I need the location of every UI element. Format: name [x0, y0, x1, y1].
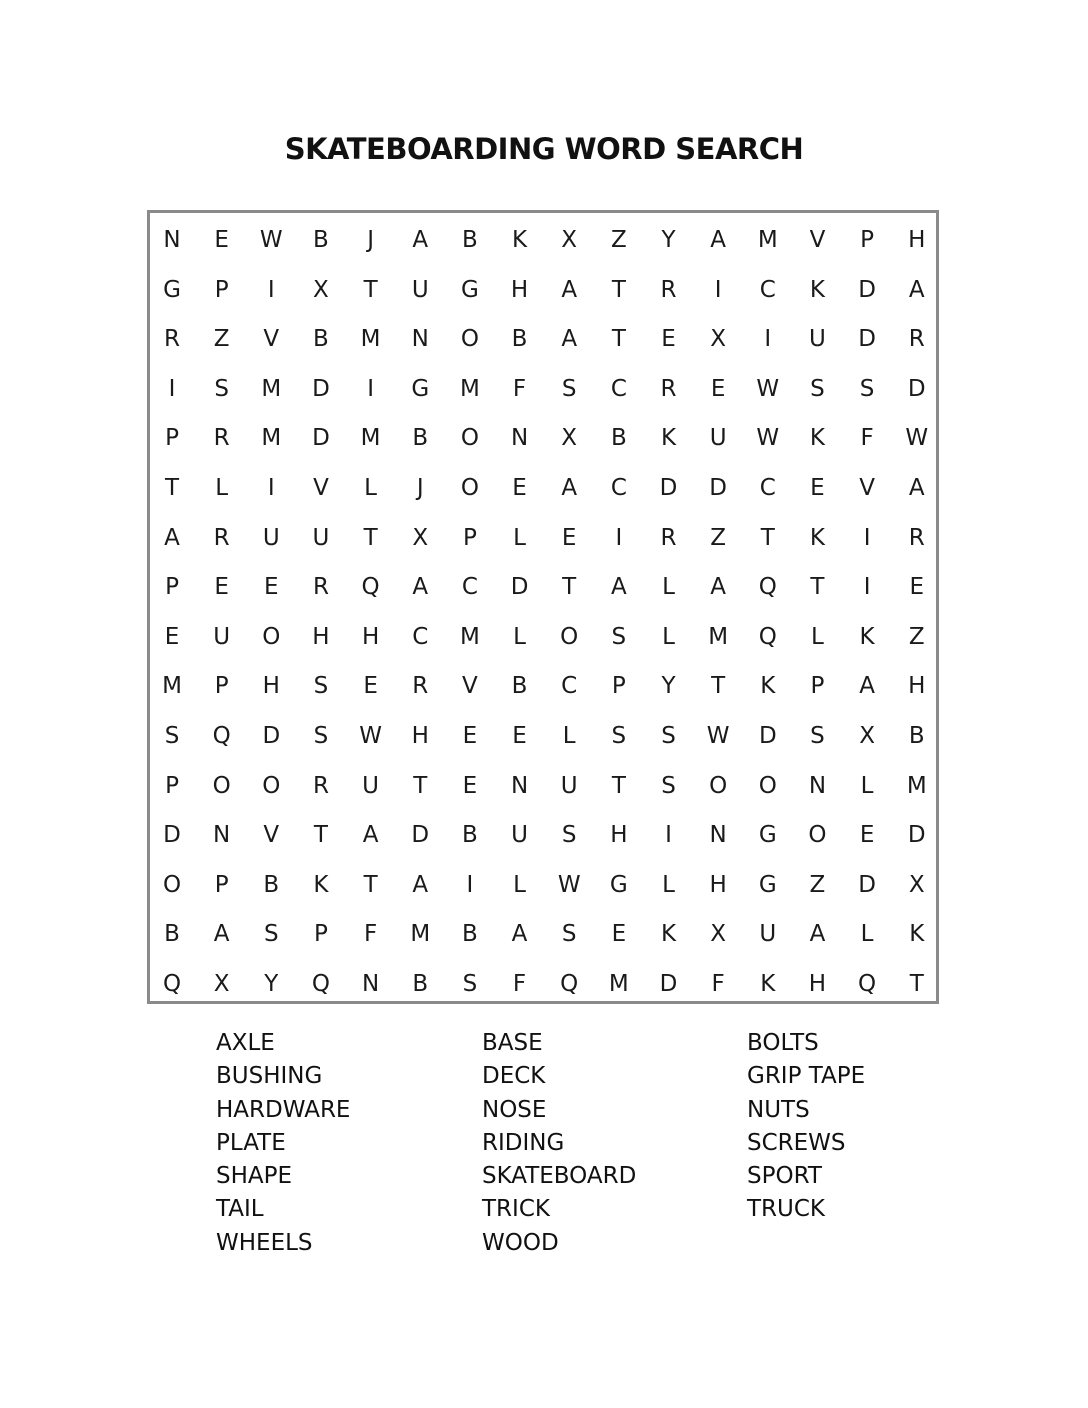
grid-letter[interactable]: S [561, 375, 577, 402]
grid-letter[interactable]: W [557, 871, 581, 898]
grid-letter[interactable]: S [611, 723, 627, 749]
grid-letter[interactable]: T [611, 276, 626, 303]
grid-letter[interactable]: T [909, 971, 924, 997]
grid-letter[interactable]: S [313, 723, 329, 749]
grid-row [150, 562, 936, 612]
grid-letter[interactable]: M [261, 375, 282, 402]
grid-letter[interactable]: G [411, 375, 430, 402]
grid-letter[interactable]: I [665, 822, 672, 849]
grid-letter[interactable]: D [709, 475, 727, 501]
grid-letter[interactable]: X [561, 425, 578, 452]
grid-letter[interactable]: X [859, 723, 875, 749]
word-list-item: NOSE [482, 1096, 547, 1123]
grid-letter[interactable]: F [512, 375, 527, 402]
grid-letter[interactable]: A [561, 326, 578, 353]
grid-letter[interactable]: C [759, 475, 776, 501]
grid-letter[interactable]: N [510, 772, 529, 799]
grid-letter[interactable]: P [810, 673, 825, 700]
grid-letter[interactable]: V [809, 227, 826, 253]
grid-letter[interactable]: D [858, 871, 876, 898]
grid-letter[interactable]: A [561, 276, 578, 303]
grid-letter[interactable]: N [213, 822, 231, 849]
grid-letter[interactable]: S [164, 723, 180, 749]
grid-letter[interactable]: U [312, 524, 330, 551]
grid-letter[interactable]: R [412, 673, 429, 700]
grid-letter[interactable]: C [461, 574, 478, 601]
grid-letter[interactable]: Q [560, 971, 579, 997]
grid-letter[interactable]: H [808, 971, 827, 997]
grid-letter[interactable]: T [760, 524, 775, 551]
grid-letter[interactable]: N [411, 326, 429, 353]
grid-letter[interactable]: N [361, 971, 380, 997]
grid-letter[interactable]: U [213, 623, 231, 650]
grid-letter[interactable]: X [710, 326, 727, 353]
grid-letter[interactable]: P [165, 574, 179, 601]
grid-letter[interactable]: A [809, 921, 826, 948]
grid-letter[interactable]: S [859, 375, 875, 402]
grid-letter[interactable]: T [363, 871, 378, 898]
grid-letter[interactable]: S [214, 375, 229, 402]
grid-letter[interactable]: M [459, 375, 480, 402]
grid-letter[interactable]: C [561, 673, 578, 700]
grid-letter[interactable]: D [858, 326, 876, 353]
grid-letter[interactable]: H [312, 623, 330, 650]
grid-letter[interactable]: K [512, 227, 528, 253]
grid-letter[interactable]: A [362, 822, 379, 849]
grid-letter[interactable]: M [459, 623, 480, 650]
grid-letter[interactable]: E [859, 822, 875, 849]
grid-letter[interactable]: B [462, 227, 478, 253]
grid-letter[interactable]: F [512, 971, 527, 997]
grid-letter[interactable]: Q [311, 971, 330, 997]
grid-letter[interactable]: O [460, 425, 479, 452]
grid-row [150, 711, 936, 761]
grid-letter[interactable]: P [860, 227, 875, 253]
grid-letter[interactable]: K [760, 971, 776, 997]
word-list-item: DECK [482, 1063, 546, 1090]
grid-letter[interactable]: L [513, 871, 526, 898]
grid-letter[interactable]: M [410, 921, 431, 948]
grid-row [150, 860, 936, 910]
grid-letter[interactable]: M [261, 425, 282, 452]
grid-letter[interactable]: K [760, 673, 776, 700]
grid-letter[interactable]: P [214, 871, 229, 898]
word-list-item: AXLE [216, 1030, 275, 1056]
grid-letter[interactable]: E [661, 326, 676, 353]
grid-letter[interactable]: A [412, 871, 429, 898]
grid-letter[interactable]: O [709, 772, 728, 799]
grid-letter[interactable]: A [511, 921, 528, 948]
grid-letter[interactable]: A [908, 276, 925, 303]
word-list-item: WOOD [482, 1229, 559, 1256]
grid-letter[interactable]: T [611, 772, 626, 799]
grid-letter[interactable]: S [661, 772, 676, 799]
grid-letter[interactable]: O [460, 475, 479, 501]
grid-letter[interactable]: P [462, 524, 477, 551]
grid-letter[interactable]: D [312, 425, 330, 452]
word-list-item: HARDWARE [216, 1096, 351, 1123]
grid-letter[interactable]: E [462, 723, 478, 749]
grid-letter[interactable]: W [905, 425, 929, 452]
grid-row [150, 661, 936, 711]
grid-letter[interactable]: D [659, 475, 678, 501]
word-list-item: NUTS [747, 1096, 810, 1123]
letter-grid [147, 210, 939, 1004]
grid-letter[interactable]: U [262, 524, 280, 551]
grid-letter[interactable]: U [362, 772, 380, 799]
grid-letter[interactable]: P [611, 673, 626, 700]
grid-letter[interactable]: A [908, 475, 925, 501]
grid-letter[interactable]: L [811, 623, 824, 650]
grid-letter[interactable]: B [313, 326, 329, 353]
grid-letter[interactable]: P [165, 425, 179, 452]
grid-letter[interactable]: B [462, 921, 478, 948]
grid-letter[interactable]: G [758, 871, 777, 898]
grid-letter[interactable]: E [512, 723, 527, 749]
grid-letter[interactable]: A [710, 574, 726, 601]
grid-letter[interactable]: M [608, 971, 629, 997]
grid-letter[interactable]: E [164, 623, 180, 650]
grid-letter[interactable]: E [214, 227, 229, 253]
grid-letter[interactable]: J [367, 227, 374, 253]
word-list-item: RIDING [482, 1129, 565, 1156]
grid-letter[interactable]: O [162, 871, 182, 898]
grid-letter[interactable]: D [510, 574, 529, 601]
word-list-item: PLATE [216, 1129, 286, 1156]
grid-letter[interactable]: T [363, 524, 378, 551]
grid-letter[interactable]: O [460, 326, 479, 353]
grid-letter[interactable]: O [262, 623, 281, 650]
grid-letter[interactable]: B [908, 723, 925, 749]
grid-letter[interactable]: I [267, 475, 275, 501]
grid-letter[interactable]: W [756, 375, 780, 402]
grid-letter[interactable]: H [709, 871, 727, 898]
grid-letter[interactable]: S [810, 375, 825, 402]
grid-letter[interactable]: T [313, 822, 328, 849]
grid-letter[interactable]: B [511, 326, 528, 353]
grid-letter[interactable]: T [711, 673, 726, 700]
grid-letter[interactable]: V [263, 326, 280, 353]
grid-letter[interactable]: K [859, 623, 875, 650]
grid-letter[interactable]: I [863, 524, 871, 551]
grid-letter[interactable]: A [164, 524, 180, 551]
grid-row [150, 810, 936, 860]
grid-row [150, 413, 936, 463]
grid-letter[interactable]: N [510, 425, 529, 452]
grid-letter[interactable]: Z [710, 524, 727, 551]
grid-letter[interactable]: O [212, 772, 231, 799]
grid-letter[interactable]: R [213, 425, 230, 452]
grid-letter[interactable]: X [561, 227, 578, 253]
grid-letter[interactable]: V [859, 475, 875, 501]
grid-letter[interactable]: W [756, 425, 780, 452]
grid-letter[interactable]: Q [858, 971, 877, 997]
word-list-item: TRICK [482, 1196, 550, 1223]
grid-letter[interactable]: I [267, 276, 275, 303]
grid-letter[interactable]: R [312, 574, 329, 601]
grid-letter[interactable]: N [709, 822, 727, 849]
grid-letter[interactable]: I [764, 326, 772, 353]
grid-letter[interactable]: D [659, 971, 678, 997]
grid-letter[interactable]: L [860, 921, 874, 948]
grid-letter[interactable]: B [462, 822, 478, 849]
grid-letter[interactable]: G [758, 822, 777, 849]
grid-letter[interactable]: G [163, 276, 181, 303]
word-list-item: SPORT [747, 1163, 822, 1190]
grid-letter[interactable]: O [262, 772, 281, 799]
grid-letter[interactable]: Y [661, 673, 676, 700]
grid-letter[interactable]: Q [758, 623, 777, 650]
grid-letter[interactable]: I [466, 871, 474, 898]
grid-row [150, 761, 936, 811]
grid-letter[interactable]: H [262, 673, 280, 700]
grid-letter[interactable]: P [214, 276, 229, 303]
grid-letter[interactable]: U [560, 772, 578, 799]
grid-letter[interactable]: S [313, 673, 329, 700]
grid-letter[interactable]: E [611, 921, 627, 948]
grid-letter[interactable]: C [412, 623, 429, 650]
grid-letter[interactable]: O [560, 623, 579, 650]
grid-letter[interactable]: Q [758, 574, 777, 601]
grid-letter[interactable]: Y [264, 971, 279, 997]
grid-row [150, 959, 936, 1009]
word-list-item: WHEELS [216, 1229, 313, 1256]
word-list-column-3 [747, 1027, 987, 1227]
grid-letter[interactable]: M [708, 623, 729, 650]
grid-letter[interactable]: N [808, 772, 827, 799]
grid-letter[interactable]: D [907, 375, 926, 402]
grid-letter[interactable]: Z [908, 623, 925, 650]
grid-letter[interactable]: I [863, 574, 871, 601]
grid-letter[interactable]: K [909, 921, 925, 948]
grid-letter[interactable]: T [611, 326, 626, 353]
grid-letter[interactable]: O [758, 772, 777, 799]
grid-letter[interactable]: A [610, 574, 627, 601]
grid-letter[interactable]: L [364, 475, 377, 501]
grid-letter[interactable]: R [908, 524, 925, 551]
grid-letter[interactable]: L [513, 524, 526, 551]
grid-letter[interactable]: M [757, 227, 778, 253]
grid-letter[interactable]: T [413, 772, 428, 799]
grid-row [150, 909, 936, 959]
grid-letter[interactable]: C [610, 475, 627, 501]
grid-letter[interactable]: S [561, 822, 577, 849]
grid-row [150, 265, 936, 315]
grid-letter[interactable]: H [908, 673, 926, 700]
grid-letter[interactable]: G [609, 871, 628, 898]
grid-letter[interactable]: B [313, 227, 329, 253]
grid-letter[interactable]: M [360, 425, 381, 452]
grid-letter[interactable]: Q [162, 971, 182, 997]
grid-letter[interactable]: O [808, 822, 827, 849]
grid-letter[interactable]: E [214, 574, 229, 601]
page-title: SKATEBOARDING WORD SEARCH [284, 132, 804, 166]
grid-letter[interactable]: N [163, 227, 181, 253]
grid-letter[interactable]: D [262, 723, 281, 749]
grid-letter[interactable]: C [759, 276, 776, 303]
grid-letter[interactable]: R [908, 326, 925, 353]
grid-letter[interactable]: S [462, 971, 478, 997]
grid-letter[interactable]: Z [809, 871, 826, 898]
grid-letter[interactable]: Q [212, 723, 231, 749]
grid-letter[interactable]: K [809, 425, 825, 452]
grid-letter[interactable]: K [809, 524, 825, 551]
grid-letter[interactable]: E [264, 574, 279, 601]
grid-letter[interactable]: L [662, 623, 675, 650]
grid-letter[interactable]: A [412, 227, 429, 253]
word-list-item: GRIP TAPE [747, 1063, 866, 1090]
grid-letter[interactable]: U [511, 822, 528, 849]
grid-letter[interactable]: A [859, 673, 875, 700]
grid-letter[interactable]: H [411, 723, 429, 749]
grid-letter[interactable]: W [259, 227, 283, 253]
grid-letter[interactable]: Y [661, 227, 676, 253]
grid-letter[interactable]: V [462, 673, 478, 700]
grid-letter[interactable]: R [213, 524, 230, 551]
grid-letter[interactable]: M [360, 326, 381, 353]
grid-letter[interactable]: L [860, 772, 874, 799]
grid-letter[interactable]: F [860, 425, 874, 452]
grid-letter[interactable]: E [561, 524, 577, 551]
grid-letter[interactable]: U [411, 276, 429, 303]
grid-letter[interactable]: X [412, 524, 429, 551]
grid-letter[interactable]: E [363, 673, 378, 700]
grid-letter[interactable]: A [561, 475, 578, 501]
word-list-item: TRUCK [747, 1196, 826, 1223]
grid-letter[interactable]: U [809, 326, 826, 353]
grid-letter[interactable]: B [610, 425, 627, 452]
grid-letter[interactable]: B [412, 425, 429, 452]
grid-letter[interactable]: I [367, 375, 374, 402]
word-list-column-1 [216, 1027, 456, 1260]
grid-letter[interactable]: H [908, 227, 926, 253]
grid-letter[interactable]: L [662, 871, 675, 898]
grid-letter[interactable]: S [661, 723, 676, 749]
grid-letter[interactable]: D [858, 276, 876, 303]
grid-row [150, 612, 936, 662]
grid-letter[interactable]: A [710, 227, 726, 253]
grid-row [150, 364, 936, 414]
grid-letter[interactable]: V [263, 822, 280, 849]
grid-letter[interactable]: M [162, 673, 182, 700]
grid-letter[interactable]: S [561, 921, 577, 948]
grid-row [150, 513, 936, 563]
grid-letter[interactable]: T [562, 574, 577, 601]
grid-letter[interactable]: R [660, 375, 677, 402]
grid-letter[interactable]: H [510, 276, 529, 303]
grid-letter[interactable]: K [660, 921, 677, 948]
grid-letter[interactable]: Q [361, 574, 380, 601]
grid-letter[interactable]: T [810, 574, 825, 601]
grid-letter[interactable]: B [511, 673, 528, 700]
grid-letter[interactable]: E [909, 574, 925, 601]
grid-letter[interactable]: M [906, 772, 927, 799]
grid-letter[interactable]: L [562, 723, 576, 749]
grid-letter[interactable]: I [714, 276, 722, 303]
grid-letter[interactable]: G [460, 276, 479, 303]
grid-letter[interactable]: U [759, 921, 777, 948]
word-list-item: SCREWS [747, 1129, 846, 1156]
grid-row [150, 215, 936, 265]
grid-letter[interactable]: Z [213, 326, 230, 353]
grid-letter[interactable]: R [660, 276, 677, 303]
grid-letter[interactable]: P [214, 673, 229, 700]
grid-letter[interactable]: I [615, 524, 623, 551]
grid-letter[interactable]: K [313, 871, 329, 898]
grid-letter[interactable]: S [611, 623, 627, 650]
grid-letter[interactable]: A [412, 574, 429, 601]
grid-letter[interactable]: P [314, 921, 328, 948]
word-list-column-2 [482, 1027, 722, 1260]
grid-letter[interactable]: W [359, 723, 382, 749]
grid-letter[interactable]: X [710, 921, 727, 948]
grid-letter[interactable]: V [313, 475, 329, 501]
word-list-item: TAIL [216, 1196, 264, 1223]
grid-letter[interactable]: F [363, 921, 378, 948]
grid-letter[interactable]: D [163, 822, 181, 849]
grid-letter[interactable]: C [610, 375, 627, 402]
grid-letter[interactable]: D [758, 723, 777, 749]
grid-letter[interactable]: T [164, 475, 180, 501]
grid-letter[interactable]: B [263, 871, 280, 898]
grid-row [150, 314, 936, 364]
grid-letter[interactable]: P [165, 772, 179, 799]
grid-letter[interactable]: E [512, 475, 527, 501]
grid-row [150, 463, 936, 513]
grid-letter[interactable]: K [809, 276, 825, 303]
word-list-item: SKATEBOARD [482, 1163, 637, 1190]
grid-letter[interactable]: L [662, 574, 675, 601]
grid-letter[interactable]: E [810, 475, 825, 501]
grid-letter[interactable]: J [416, 475, 424, 501]
grid-letter[interactable]: R [164, 326, 180, 353]
grid-letter[interactable]: R [660, 524, 677, 551]
grid-letter[interactable]: Z [610, 227, 627, 253]
grid-letter[interactable]: K [660, 425, 677, 452]
word-list-item: BASE [482, 1030, 543, 1056]
grid-letter[interactable]: E [710, 375, 726, 402]
grid-letter[interactable]: X [313, 276, 329, 303]
grid-letter[interactable]: H [610, 822, 628, 849]
word-list-item: SHAPE [216, 1163, 293, 1190]
word-list-item: BOLTS [747, 1030, 819, 1056]
grid-letter[interactable]: W [706, 723, 730, 749]
grid-letter[interactable]: T [363, 276, 378, 303]
grid-letter[interactable]: X [213, 971, 230, 997]
grid-letter[interactable]: S [263, 921, 279, 948]
grid-letter[interactable]: U [709, 425, 727, 452]
grid-letter[interactable]: A [213, 921, 230, 948]
grid-letter[interactable]: X [908, 871, 925, 898]
grid-letter[interactable]: R [312, 772, 329, 799]
grid-letter[interactable]: I [168, 375, 176, 402]
grid-letter[interactable]: D [312, 375, 330, 402]
grid-letter[interactable]: L [215, 475, 229, 501]
grid-letter[interactable]: B [164, 921, 180, 948]
grid-letter[interactable]: D [411, 822, 430, 849]
word-list-item: BUSHING [216, 1063, 323, 1090]
grid-letter[interactable]: D [907, 822, 926, 849]
grid-letter[interactable]: H [361, 623, 380, 650]
grid-letter[interactable]: L [513, 623, 526, 650]
grid-letter[interactable]: S [810, 723, 825, 749]
grid-letter[interactable]: F [711, 971, 725, 997]
grid-letter[interactable]: B [412, 971, 429, 997]
grid-letter[interactable]: E [462, 772, 478, 799]
